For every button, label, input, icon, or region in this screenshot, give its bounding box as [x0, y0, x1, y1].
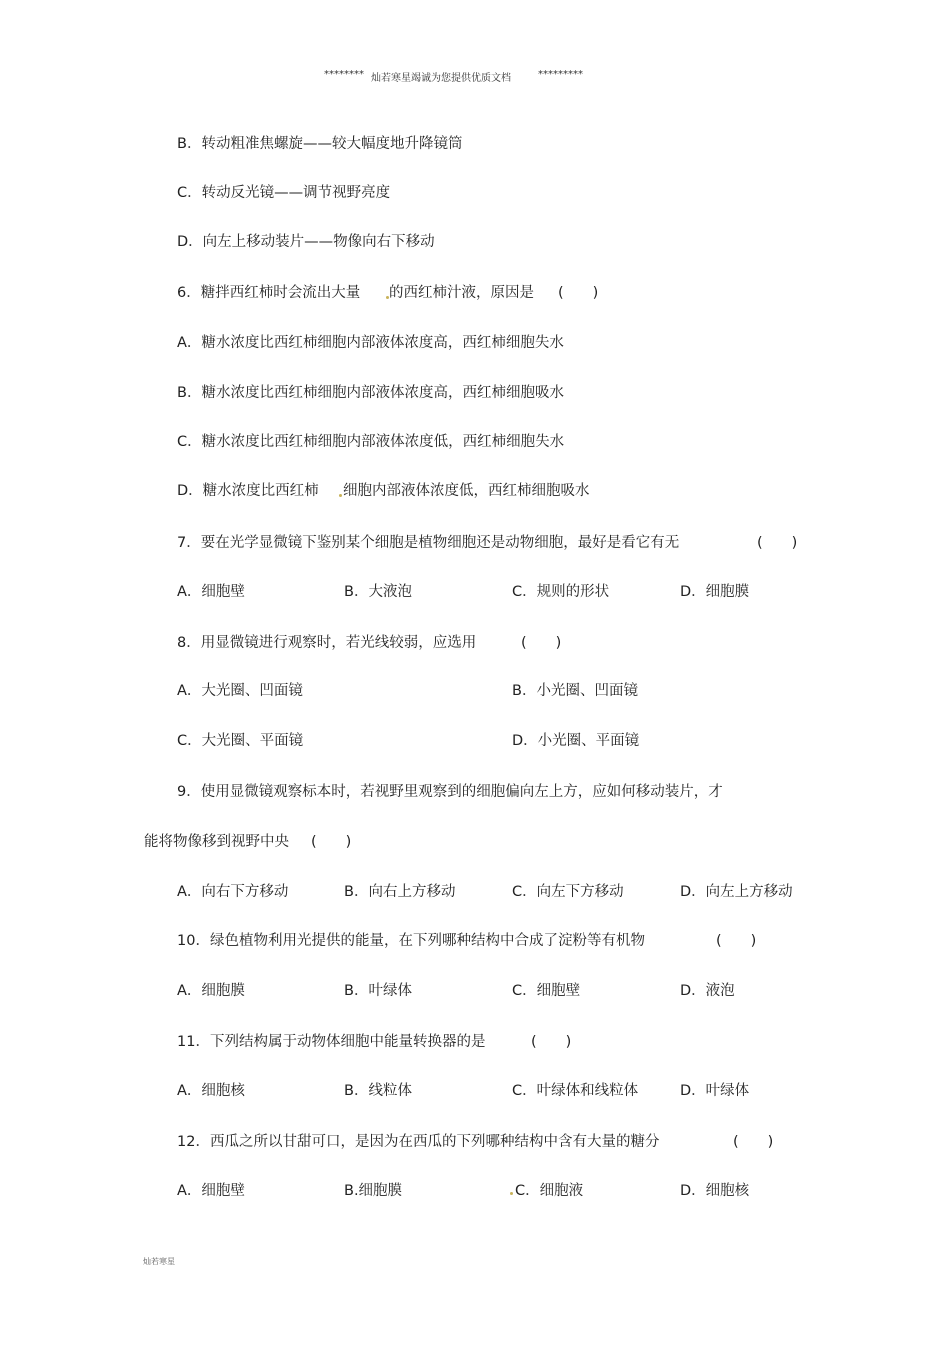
q9-stem-line1: 9．使用显微镜观察标本时，若视野里观察到的细胞偏向左上方，应如何移动装片，才 [177, 784, 723, 800]
q7-option-d: D．细胞膜 [680, 584, 750, 600]
q6-stem-part2: 的西红柿汁液，原因是 [389, 285, 534, 301]
q11-answer-paren: ( ) [531, 1034, 572, 1050]
q10-stem: 10．绿色植物利用光提供的能量，在下列哪种结构中合成了淀粉等有机物 [177, 933, 645, 949]
q10-option-c: C．细胞壁 [512, 983, 581, 999]
q7-option-b: B．大液泡 [344, 584, 412, 600]
q5-option-d: D．向左上移动装片——物像向右下移动 [177, 234, 435, 250]
q9-option-b: B．向右上方移动 [344, 884, 456, 900]
q9-stem-line2: 能将物像移到视野中央 [144, 834, 289, 850]
q12-option-b: B.细胞膜 [344, 1183, 403, 1199]
q6-option-d-part2: 细胞内部液体浓度低，西红柿细胞吸水 [343, 483, 590, 499]
q7-option-c: C．规则的形状 [512, 584, 610, 600]
q9-option-d: D．向左上方移动 [680, 884, 793, 900]
q7-option-a: A．细胞壁 [177, 584, 245, 600]
q8-option-a: A．大光圈、凹面镜 [177, 683, 303, 699]
q7-answer-paren: ( ) [757, 535, 798, 551]
q11-option-d: D．叶绿体 [680, 1083, 750, 1099]
q5-option-c: C．转动反光镜——调节视野亮度 [177, 185, 391, 201]
q12-stem: 12．西瓜之所以甘甜可口，是因为在西瓜的下列哪种结构中含有大量的糖分 [177, 1134, 660, 1150]
q11-stem: 11．下列结构属于动物体细胞中能量转换器的是 [177, 1034, 486, 1050]
q6-answer-paren: ( ) [558, 285, 599, 301]
q11-option-c: C．叶绿体和线粒体 [512, 1083, 639, 1099]
stray-dot-mark [510, 1192, 513, 1195]
q7-stem: 7．要在光学显微镜下鉴别某个细胞是植物细胞还是动物细胞，最好是看它有无 [177, 535, 680, 551]
q10-answer-paren: ( ) [716, 933, 757, 949]
q6-option-d-part1: D．糖水浓度比西红柿 [177, 483, 319, 499]
q5-option-b: B．转动粗准焦螺旋——较大幅度地升降镜筒 [177, 136, 463, 152]
q12-option-d: D．细胞核 [680, 1183, 750, 1199]
header-stars-right: ********* [538, 69, 583, 80]
q8-stem: 8．用显微镜进行观察时，若光线较弱，应选用 [177, 635, 477, 651]
q8-option-c: C．大光圈、平面镜 [177, 733, 304, 749]
q6-stem-part1: 6．糖拌西红柿时会流出大量 [177, 285, 361, 301]
q12-option-a: A．细胞壁 [177, 1183, 245, 1199]
q6-option-b: B．糖水浓度比西红柿细胞内部液体浓度高，西红柿细胞吸水 [177, 385, 564, 401]
q6-option-a: A．糖水浓度比西红柿细胞内部液体浓度高，西红柿细胞失水 [177, 335, 564, 351]
q8-option-d: D．小光圈、平面镜 [512, 733, 640, 749]
q10-option-a: A．细胞膜 [177, 983, 245, 999]
q9-option-c: C．向左下方移动 [512, 884, 624, 900]
stray-dot-mark [339, 494, 342, 497]
q12-option-c: C．细胞液 [515, 1183, 584, 1199]
q6-option-c: C．糖水浓度比西红柿细胞内部液体浓度低，西红柿细胞失水 [177, 434, 565, 450]
q10-option-b: B．叶绿体 [344, 983, 412, 999]
q11-option-a: A．细胞核 [177, 1083, 245, 1099]
q8-answer-paren: ( ) [521, 635, 562, 651]
footer-text: 灿若寒星 [143, 1257, 175, 1266]
q10-option-d: D．液泡 [680, 983, 735, 999]
header-stars-left: ******** [324, 69, 364, 80]
q12-answer-paren: ( ) [733, 1134, 774, 1150]
q11-option-b: B．线粒体 [344, 1083, 412, 1099]
q8-option-b: B．小光圈、凹面镜 [512, 683, 638, 699]
q9-answer-paren: ( ) [311, 834, 352, 850]
header-title: 灿若寒星竭诚为您提供优质文档 [371, 73, 511, 84]
q9-option-a: A．向右下方移动 [177, 884, 289, 900]
